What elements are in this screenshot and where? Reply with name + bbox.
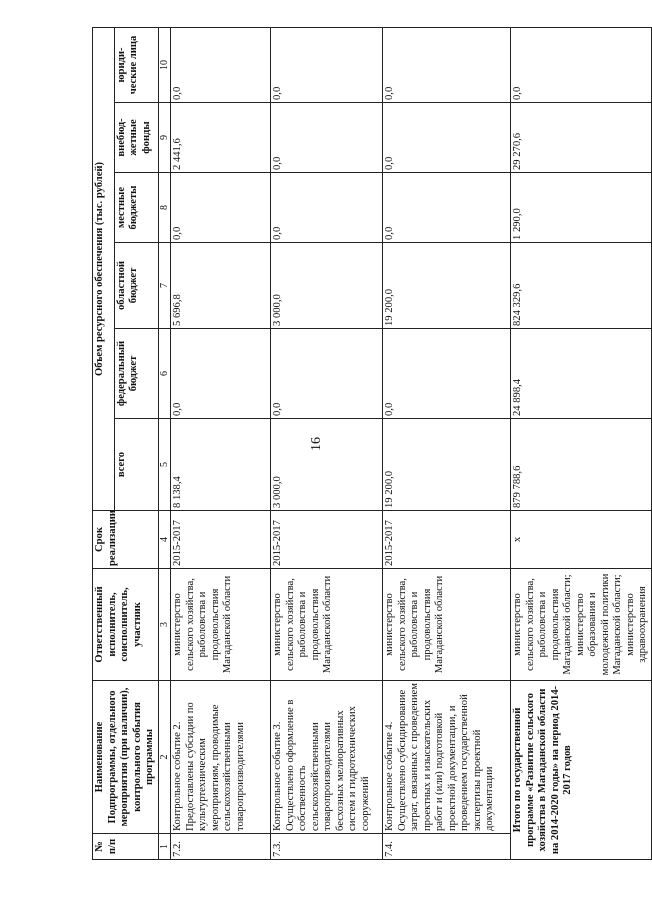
row-local: 0,0 (271, 173, 383, 243)
row-responsible: министерство сельского хозяйства, рыболовства и продовольствия Магаданской области (383, 569, 511, 681)
total-legal: 0,0 (511, 27, 652, 102)
row-legal: 0,0 (171, 27, 271, 102)
total-federal: 24 898,4 (511, 329, 652, 419)
total-name: Итого по государственной программе «Развитие сельского хозяйства в Магаданской области на 2014-2020 годы» на период 2014-2017 годов (511, 681, 652, 860)
total-local: 1 290,0 (511, 173, 652, 243)
row-regional: 3 000,0 (271, 243, 383, 329)
row-regional: 5 696,8 (171, 243, 271, 329)
row-local: 0,0 (383, 173, 511, 243)
total-term: x (511, 511, 652, 569)
header-responsible: Ответственный исполнитель, соисполнитель, участник (93, 569, 159, 681)
col-number: 4 (158, 511, 171, 569)
header-regional: областной бюджет (114, 243, 158, 329)
header-term: Срок реализации (93, 511, 159, 569)
table-row (271, 27, 383, 859)
row-extra: 2 441,6 (171, 103, 271, 173)
header-name: Наименование Подпрограммы, отдельного мероприятия (при наличии), контрольного события программы (93, 681, 159, 834)
header-federal: федеральный бюджет (114, 329, 158, 419)
page-number: 16 (309, 437, 324, 451)
col-number: 1 (158, 834, 171, 860)
total-row (511, 27, 652, 859)
row-responsible: министерство сельского хозяйства, рыболовства и продовольствия Магаданской области (171, 569, 271, 681)
rotated-table-wrapper (92, 28, 649, 860)
row-no: 7.4. (383, 834, 511, 860)
header-no: № п/п (93, 834, 159, 860)
col-number: 7 (158, 243, 171, 329)
row-term: 2015-2017 (383, 511, 511, 569)
col-number: 8 (158, 173, 171, 243)
col-number: 5 (158, 419, 171, 511)
row-extra: 0,0 (383, 103, 511, 173)
row-federal: 0,0 (383, 329, 511, 419)
row-regional: 19 200,0 (383, 243, 511, 329)
row-total: 19 200,0 (383, 419, 511, 511)
row-name: Контрольное событие 3. Осуществлено оформление в собственность сельскохозяйственными товаропроизводителями бесхозных мелиоративных систем и гидротехнических сооружений (271, 681, 383, 834)
row-name: Контрольное событие 2. Предоставлены субсидии по культуртехническим мероприятиям, проводимые сельскохозяйственными товаропроизводителями (171, 681, 271, 834)
row-legal: 0,0 (383, 27, 511, 102)
header-volume-group: Объем ресурсного обеспечения (тыс. рублей) (93, 27, 115, 510)
row-local: 0,0 (171, 173, 271, 243)
row-term: 2015-2017 (271, 511, 383, 569)
row-legal: 0,0 (271, 27, 383, 102)
row-federal: 0,0 (171, 329, 271, 419)
row-no: 7.3. (271, 834, 383, 860)
row-total: 3 000,0 (271, 419, 383, 511)
col-number: 9 (158, 103, 171, 173)
total-responsible: министерство сельского хозяйства, рыболовства и продовольствия Магаданской области; министерство образования и молодежной политики Магаданской области; министерство здравоохранения (511, 569, 652, 681)
row-name: Контрольное событие 4. Осуществлено субсидирование затрат, связанных с проведением проектных и изыскательских работ и (или) подготовкой проектной документации, и проведением государственной экспертизы проектной документации (383, 681, 511, 834)
resource-table (92, 27, 652, 860)
row-total: 8 138,4 (171, 419, 271, 511)
col-number: 2 (158, 681, 171, 834)
header-total: всего (114, 419, 158, 511)
row-federal: 0,0 (271, 329, 383, 419)
header-local: местные бюджеты (114, 173, 158, 243)
col-number: 6 (158, 329, 171, 419)
total-regional: 824 329,6 (511, 243, 652, 329)
row-extra: 0,0 (271, 103, 383, 173)
table-row (383, 27, 511, 859)
row-no: 7.2. (171, 834, 271, 860)
total-extra: 29 270,6 (511, 103, 652, 173)
header-extra: внебюд- жетные фонды (114, 103, 158, 173)
table-row (171, 27, 271, 859)
header-legal: юриди- ческие лица (114, 27, 158, 102)
total-total: 879 788,6 (511, 419, 652, 511)
row-responsible: министерство сельского хозяйства, рыболовства и продовольствия Магаданской области (271, 569, 383, 681)
column-numbers-row (158, 27, 171, 859)
col-number: 10 (158, 27, 171, 102)
col-number: 3 (158, 569, 171, 681)
row-term: 2015-2017 (171, 511, 271, 569)
